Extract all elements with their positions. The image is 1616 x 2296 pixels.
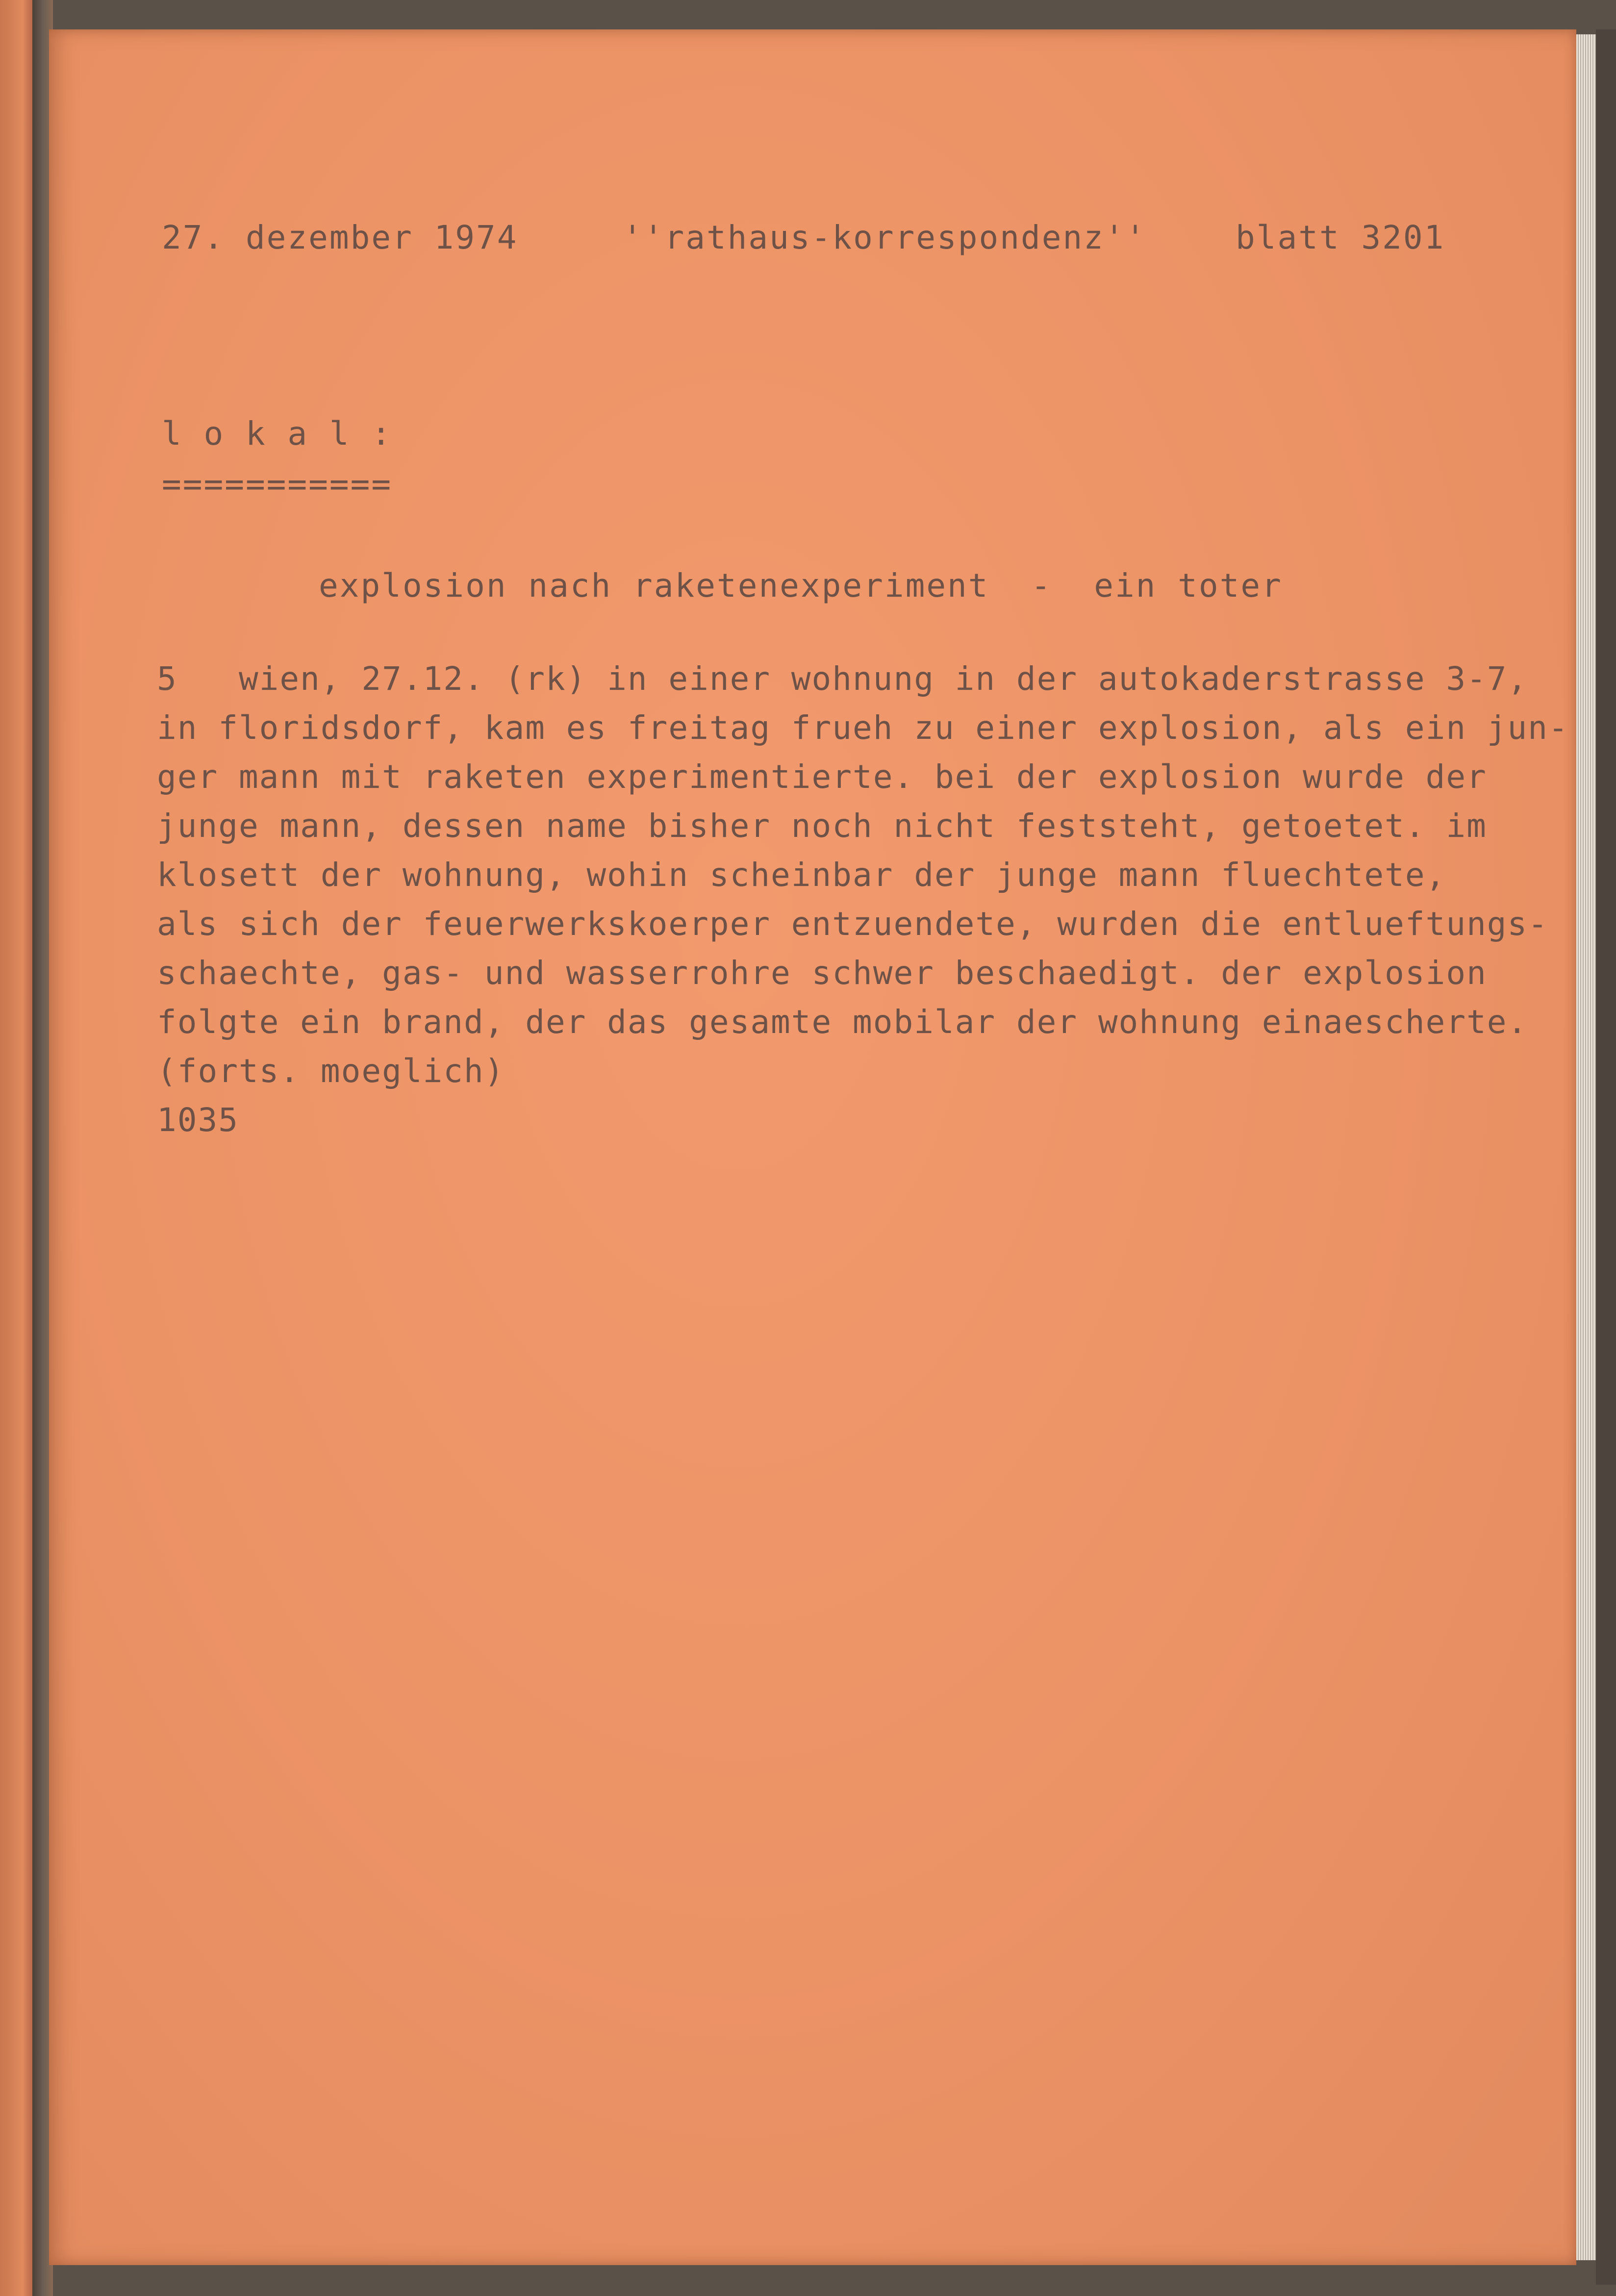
- header-publication: ''rathaus-korrespondenz'': [623, 219, 1147, 256]
- page-stack-edges: [1576, 34, 1596, 2260]
- body-line: schaechte, gas- und wasserrohre schwer beschaedigt. der explosion: [157, 954, 1487, 992]
- body-line: als sich der feuerwerkskoerper entzuendete, wurden die entlueftungs-: [157, 905, 1549, 943]
- body-line: folgte ein brand, der das gesamte mobilar der wohnung einaescherte.: [157, 1003, 1528, 1041]
- body-line: in floridsdorf, kam es freitag frueh zu einer explosion, als ein jun-: [157, 709, 1569, 747]
- body-line: junge mann, dessen name bisher noch nicht feststeht, getoetet. im: [157, 807, 1487, 845]
- section-label: l o k a l :: [162, 415, 393, 453]
- body-line: 5 wien, 27.12. (rk) in einer wohnung in der autokaderstrasse 3-7,: [157, 660, 1528, 698]
- body-line: ger mann mit raketen experimentierte. bei der explosion wurde der: [157, 758, 1487, 796]
- body-line: (forts. moeglich): [157, 1052, 505, 1090]
- header-sheet-number: blatt 3201: [1236, 219, 1445, 256]
- header-date: 27. dezember 1974: [162, 219, 518, 256]
- body-line: klosett der wohnung, wohin scheinbar der junge mann fluechtete,: [157, 856, 1446, 894]
- article-body: [157, 660, 1569, 1178]
- facing-page-edge: [0, 0, 32, 2296]
- headline: explosion nach raketenexperiment - ein toter: [319, 567, 1283, 605]
- scan-background: [1596, 29, 1616, 2285]
- section-underline: ===========: [162, 465, 393, 503]
- body-line: 1035: [157, 1101, 239, 1139]
